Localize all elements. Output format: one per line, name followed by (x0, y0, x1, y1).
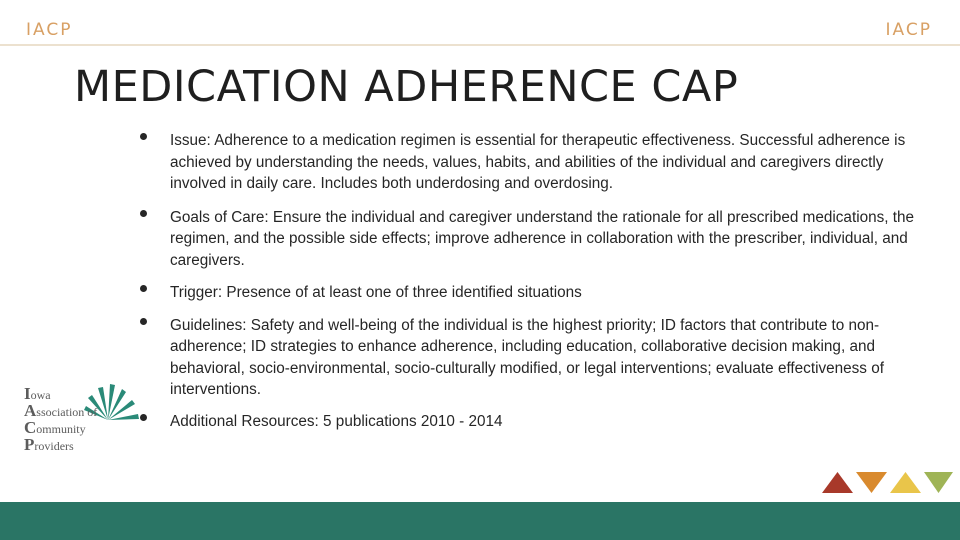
triangle-green-icon (924, 472, 953, 493)
iacp-logo (22, 378, 152, 468)
bullet-guidelines (130, 315, 930, 401)
bullet-goals (130, 207, 930, 272)
logo-cap: C (24, 418, 37, 437)
logo-cap: P (24, 435, 35, 454)
triangle-orange-icon (856, 472, 887, 493)
bullet-list (130, 130, 930, 432)
bullet-trigger (130, 282, 930, 304)
logo-word: roviders (34, 439, 74, 453)
bullet-text: Guidelines: Safety and well-being of the individual is the highest priority; ID factors that contribute to non-adherence; ID strategies to enhance adherence, including education, collaborative decision making, and behavioral, socio-environmental, socio-culturally modified, or legal interventions; evaluate effectiveness of interventions. (170, 316, 884, 398)
bullet-resources (130, 411, 930, 433)
page-title: MEDICATION ADHERENCE CAP (74, 62, 739, 112)
bullet-text: Trigger: Presence of at least one of three identified situations (170, 284, 582, 301)
logo-cap: I (24, 384, 31, 403)
bullet-text: Additional Resources: 5 publications 2010 - 2014 (170, 412, 503, 430)
triangle-yellow-icon (890, 472, 921, 493)
bullet-icon (140, 133, 147, 140)
brand-logo-left: IACP (26, 20, 73, 40)
bullet-issue (130, 130, 930, 195)
bullet-icon (140, 210, 147, 217)
bullet-text: Issue: Adherence to a medication regimen is essential for therapeutic effectiveness. Successful adherence is achieved by understanding the needs, values, habits, and abilities of the individual and caregivers directly involved in daily care. Includes both underdosing and overdosing. (170, 132, 906, 192)
logo-word: ssociation of (36, 405, 98, 419)
bullet-text: Goals of Care: Ensure the individual and caregiver understand the rationale for all prescribed medications, the regimen, and the possible side effects; improve adherence in collaboration with the prescriber, individual, and caregivers. (170, 208, 915, 269)
triangle-red-icon (822, 472, 853, 493)
brand-logo-right: IACP (885, 20, 932, 40)
logo-word: owa (30, 388, 51, 402)
footer-bar (0, 502, 960, 540)
logo-cap: A (24, 401, 37, 420)
bullet-icon (140, 318, 147, 325)
bullet-icon (140, 285, 147, 292)
decorative-triangles (820, 470, 955, 496)
logo-text (24, 386, 97, 454)
header-divider (0, 44, 960, 46)
logo-word: ommunity (36, 422, 86, 436)
